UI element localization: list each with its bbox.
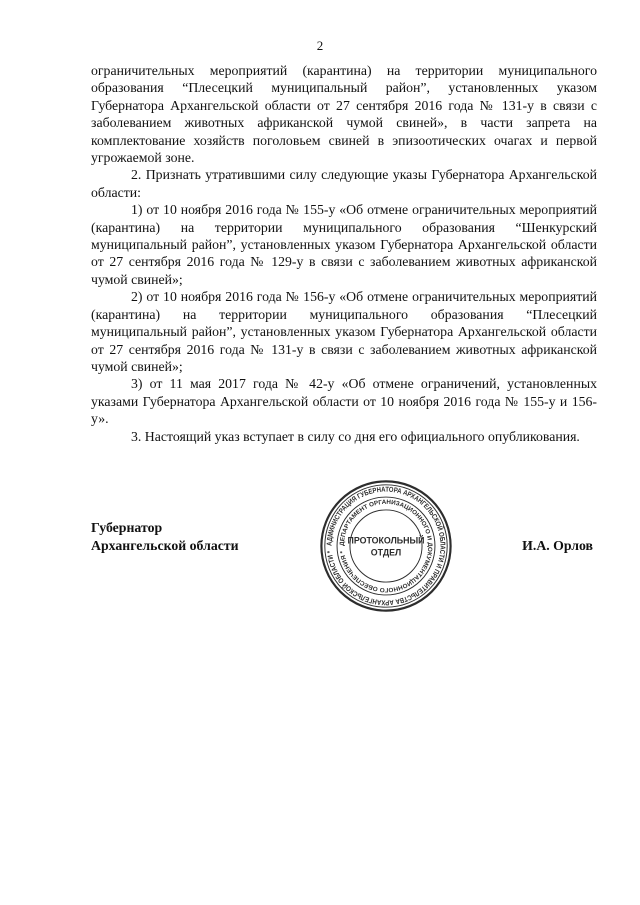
paragraph-item-2: 2. Признать утратившими силу следующие указы Губернатора Архангельской области: <box>91 167 597 200</box>
paragraph-continuation: ограничительных мероприятий (карантина) на территории муниципального образования “Плесецкий муниципальный район”, установленных указом Губернатора Архангельской области от 27 сентября 2016 года № 131-у в связи с заболеванием животных африканской чумой свиней», в части запрета на комплектование хозяйств поголовьем свиней в эпизоотических очагах и первой угрожаемой зоне. <box>91 63 597 166</box>
stamp-center-line-1: ПРОТОКОЛЬНЫЙ <box>347 535 425 546</box>
stamp-center-line-2: ОТДЕЛ <box>370 547 402 558</box>
stamp-outer-text: АДМИНИСТРАЦИЯ ГУБЕРНАТОРА АРХАНГЕЛЬСКОЙ ОБЛАСТИ И ПРАВИТЕЛЬСТВА АРХАНГЕЛЬСКОЙ ОБЛАСТИ * <box>325 485 447 607</box>
stamp-middle-ring <box>337 497 435 595</box>
signer-title-line-1: Губернатор <box>91 520 163 535</box>
decree-body <box>91 62 597 445</box>
page-number: 2 <box>316 38 324 53</box>
paragraph-subitem-1: 1) от 10 ноября 2016 года № 155-у «Об отмене ограничительных мероприятий (карантина) на территории муниципального образования “Шенкурский муниципальный район”, установленных указом Губернатора Архангельской области от 27 сентября 2016 года № 129-у в связи с заболеванием животных африканской чумой свиней»; <box>91 202 597 287</box>
paragraph-subitem-2: 2) от 10 ноября 2016 года № 156-у «Об отмене ограничительных мероприятий (карантина) на территории муниципального образования “Плесецкий муниципальный район”, установленных указом Губернатора Архангельской области от 27 сентября 2016 года № 131-у в связи с заболеванием животных африканской чумой свиней»; <box>91 289 597 374</box>
paragraph-item-3: 3. Настоящий указ вступает в силу со дня его официального опубликования. <box>131 428 580 444</box>
paragraph-subitem-3: 3) от 11 мая 2017 года № 42-у «Об отмене ограничений, установленных указами Губернатора Архангельской области от 10 ноября 2016 года № 155-у и 156-у». <box>91 376 597 427</box>
signer-title-line-2: Архангельской области <box>91 538 239 553</box>
stamp-inner-text: ДЕПАРТАМЕНТ ОРГАНИЗАЦИОННОГО И ДОКУМЕНТАЦИОННОГО ОБЕСПЕЧЕНИЯ * <box>338 498 434 594</box>
official-stamp <box>318 478 454 614</box>
signer-name: И.А. Орлов <box>522 538 593 553</box>
stamp-center-ring <box>350 510 422 582</box>
